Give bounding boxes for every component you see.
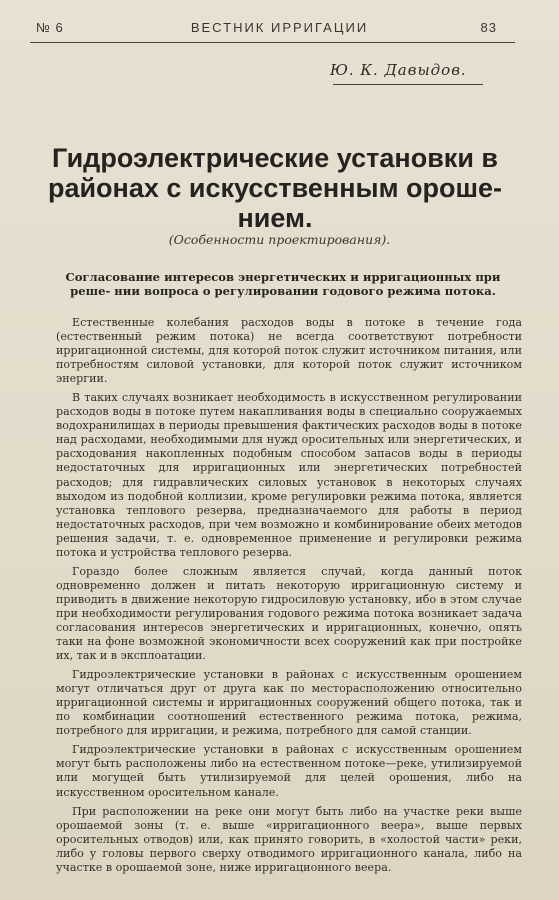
article-title: Гидроэлектрические установки в районах с искусственным ороше- нием. — [47, 143, 503, 233]
author-rule — [333, 84, 483, 85]
paragraph: Естественные колебания расходов воды в потоке в течение года (естественный режим потока) не всегда соответствуют потребности ирригационной системы, для которой поток служит источником питания, или потребностям силовой установки, для которой поток служит источником энергии. — [56, 316, 522, 386]
paragraph: Гораздо более сложным является случай, когда данный поток одновременно должен и питать некоторую ирригационную систему и приводить в движение некоторую гидросиловую установку, ибо в этом случае при необходимости регулирования годового режима потока возникает задача согласования интересов энергетических и ирригационных, конечно, опять таки на фоне возможной экономичности всех сооружений как при постройке их, так и в эксплоатации. — [56, 564, 522, 663]
article-body — [56, 316, 522, 880]
article-subtitle: (Особенности проектирования). — [168, 232, 391, 247]
paragraph: При расположении на реке они могут быть либо на участке реки выше орошаемой зоны (т. е. выше «ирригационного веера», выше первых оросительных отводов) или, как принято говорить, в «холостой части» реки, либо у головы первого сверху отводимого ирригационного канала, либо на участке в орошаемой зоне, ниже ирригационного веера. — [56, 804, 522, 874]
journal-title: ВЕСТНИК ИРРИГАЦИИ — [190, 20, 369, 35]
paragraph: Гидроэлектрические установки в районах с искусственным орошением могут отличаться друг от друга как по месторасположению относительно ирригационной системы и ирригационных сооружений общего потока, так и по комбинации соотношений естественного режима потока, режима, потребного для ирригации, и режима, потребного для самой станции. — [56, 668, 522, 738]
paragraph: Гидроэлектрические установки в районах с искусственным орошением могут быть расположены либо на естественном потоке—реке, утилизируемой или могущей быть утилизируемой для целей орошения, либо на искусственном оросительном канале. — [56, 743, 522, 799]
section-heading: Согласование интересов энергетических и ирригационных при реше- нии вопроса о регулировании годового режима потока. — [65, 270, 501, 298]
running-header — [0, 0, 559, 44]
author-name: Ю. К. Давыдов. — [330, 61, 467, 79]
issue-number: № 6 — [36, 20, 64, 35]
paragraph: В таких случаях возникает необходимость в искусственном регулировании расходов воды в потоке путем накапливания воды в специально сооружаемых водохранилищах в периоды превышения фактических расходов воды в потоке над расходами, необходимыми для нужд оросительных или энергетических, и расходования накопленных подобным способом запасов воды в периоды недостаточных для ирригационных или энергетических потребностей расходов; для гидравлических силовых установок в некоторых случаях выходом из подобной коллизии, кроме регулировки режима потока, является установка теплового резерва, предназначаемого для работы в период недостаточных расходов, при чем возможно и комбинирование обеих методов решения задачи, т. е. одновременное применение и регулировки режима потока и устройства теплового резерва. — [56, 391, 522, 559]
page-number: 83 — [480, 20, 497, 35]
header-rule — [30, 42, 515, 43]
